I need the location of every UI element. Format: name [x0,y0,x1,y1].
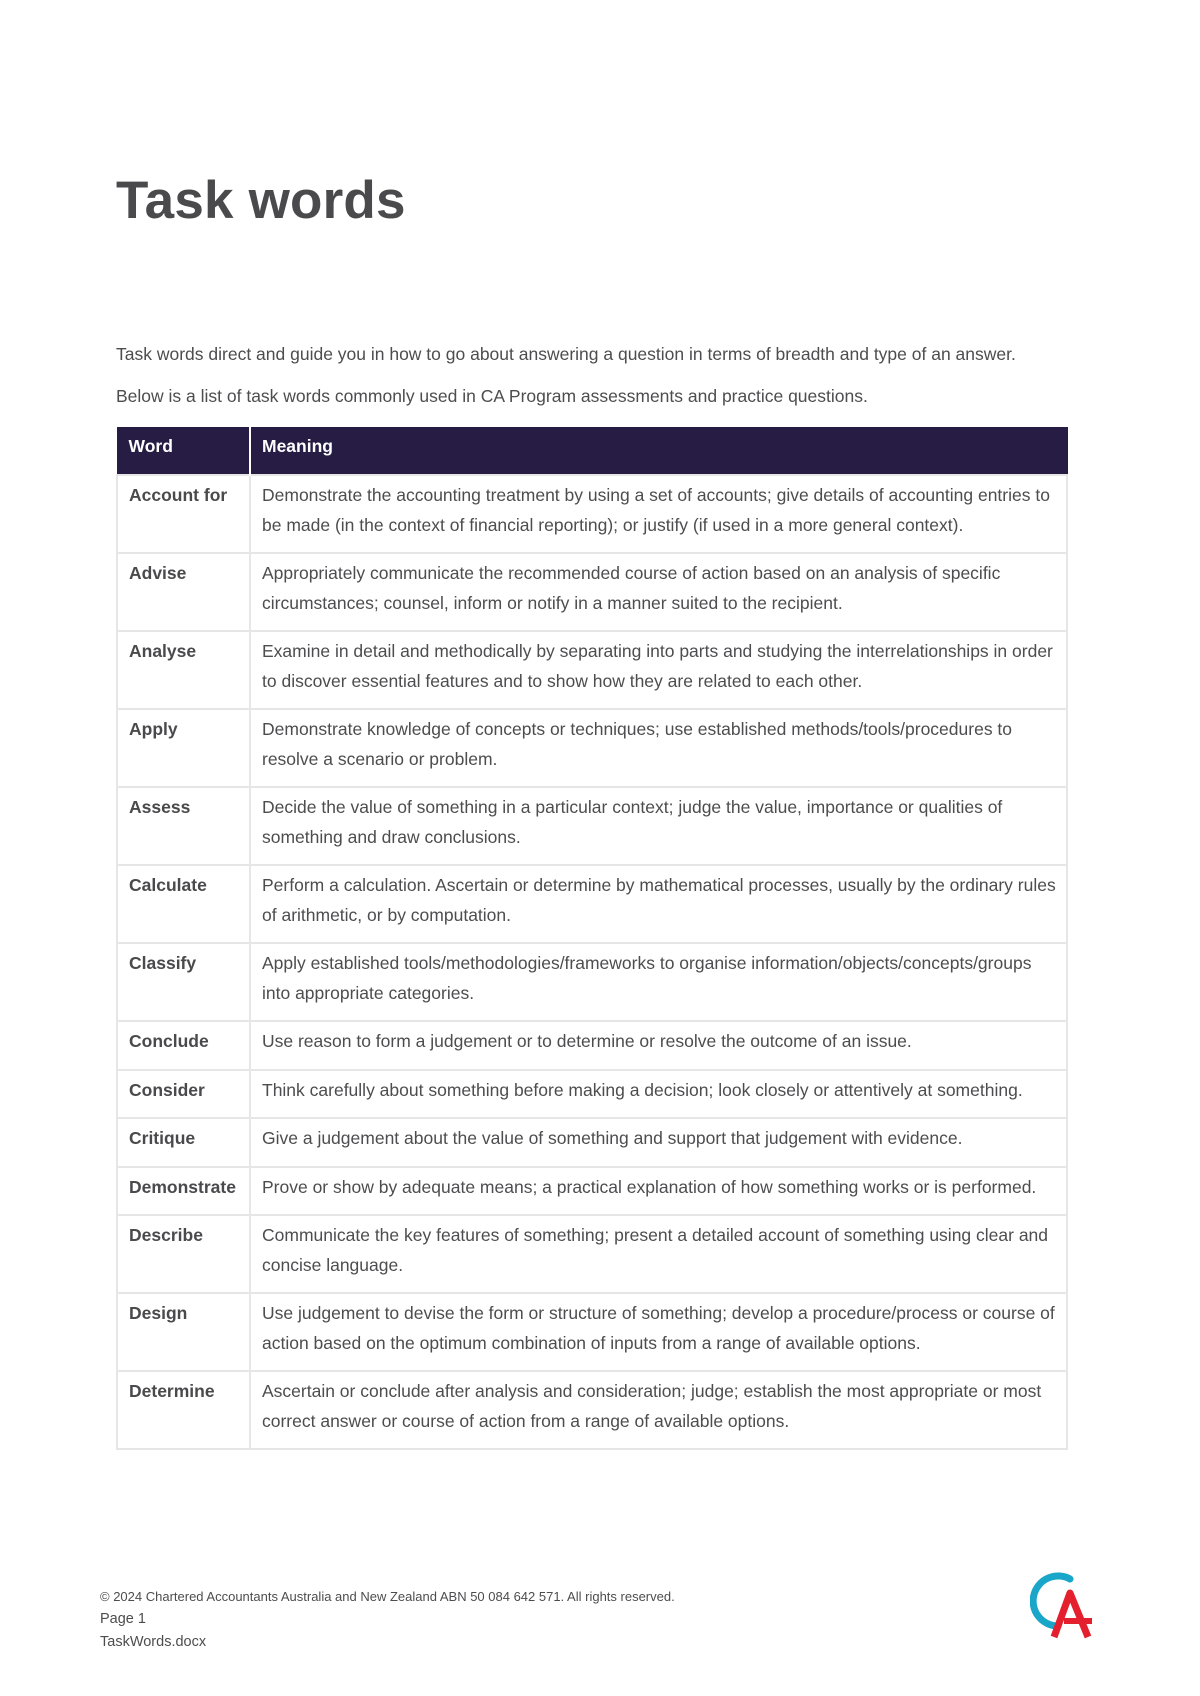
word-cell: Critique [117,1118,250,1167]
word-cell: Classify [117,943,250,1021]
page-number: Page 1 [100,1611,146,1627]
table-row [117,1215,1067,1293]
meaning-cell: Perform a calculation. Ascertain or determine by mathematical processes, usually by the ordinary rules of arithmetic, or by computation. [250,865,1067,943]
meaning-cell: Examine in detail and methodically by separating into parts and studying the interrelationships in order to discover essential features and to show how they are related to each other. [250,631,1067,709]
table-row [117,1167,1067,1216]
word-cell: Advise [117,553,250,631]
table-header-row [117,427,1067,475]
page-footer [100,1585,675,1654]
table-row [117,475,1067,553]
meaning-cell: Prove or show by adequate means; a practical explanation of how something works or is performed. [250,1167,1067,1216]
word-cell: Conclude [117,1021,250,1070]
word-cell: Determine [117,1371,250,1449]
column-header-word: Word [117,427,250,475]
file-name: TaskWords.docx [100,1634,207,1650]
ca-logo-icon [1030,1571,1096,1639]
meaning-cell: Use judgement to devise the form or structure of something; develop a procedure/process or course of action based on the optimum combination of inputs from a range of available options. [250,1293,1067,1371]
table-row [117,1293,1067,1371]
task-words-table [116,427,1068,1450]
word-cell: Calculate [117,865,250,943]
table-row [117,1118,1067,1167]
word-cell: Demonstrate [117,1167,250,1216]
intro-paragraph-2: Below is a list of task words commonly used in CA Program assessments and practice questions. [116,386,868,406]
word-cell: Design [117,1293,250,1371]
meaning-cell: Appropriately communicate the recommended course of action based on an analysis of specific circumstances; counsel, inform or notify in a manner suited to the recipient. [250,553,1067,631]
column-header-meaning: Meaning [250,427,1067,475]
meaning-cell: Give a judgement about the value of something and support that judgement with evidence. [250,1118,1067,1167]
table-row [117,865,1067,943]
table-row [117,631,1067,709]
table-row [117,1070,1067,1119]
meaning-cell: Use reason to form a judgement or to determine or resolve the outcome of an issue. [250,1021,1067,1070]
meaning-cell: Demonstrate the accounting treatment by using a set of accounts; give details of accounting entries to be made (in the context of financial reporting); or justify (if used in a more general context). [250,475,1067,553]
meaning-cell: Ascertain or conclude after analysis and consideration; judge; establish the most appropriate or most correct answer or course of action from a range of available options. [250,1371,1067,1449]
meaning-cell: Communicate the key features of something; present a detailed account of something using clear and concise language. [250,1215,1067,1293]
meaning-cell: Decide the value of something in a particular context; judge the value, importance or qualities of something and draw conclusions. [250,787,1067,865]
table-row [117,553,1067,631]
table-row [117,943,1067,1021]
word-cell: Consider [117,1070,250,1119]
table-row [117,1371,1067,1449]
meaning-cell: Demonstrate knowledge of concepts or techniques; use established methods/tools/procedures to resolve a scenario or problem. [250,709,1067,787]
meaning-cell: Apply established tools/methodologies/frameworks to organise information/objects/concepts/groups into appropriate categories. [250,943,1067,1021]
table-row [117,709,1067,787]
meaning-cell: Think carefully about something before making a decision; look closely or attentively at something. [250,1070,1067,1119]
word-cell: Describe [117,1215,250,1293]
table-row [117,1021,1067,1070]
word-cell: Assess [117,787,250,865]
table-row [117,787,1067,865]
word-cell: Account for [117,475,250,553]
copyright-notice: © 2024 Chartered Accountants Australia and New Zealand ABN 50 084 642 571. All rights reserved. [100,1589,675,1604]
logo-a-stroke [1054,1593,1088,1637]
word-cell: Apply [117,709,250,787]
page-title: Task words [116,171,406,230]
intro-paragraph-1: Task words direct and guide you in how to go about answering a question in terms of breadth and type of an answer. [116,344,1016,364]
word-cell: Analyse [117,631,250,709]
